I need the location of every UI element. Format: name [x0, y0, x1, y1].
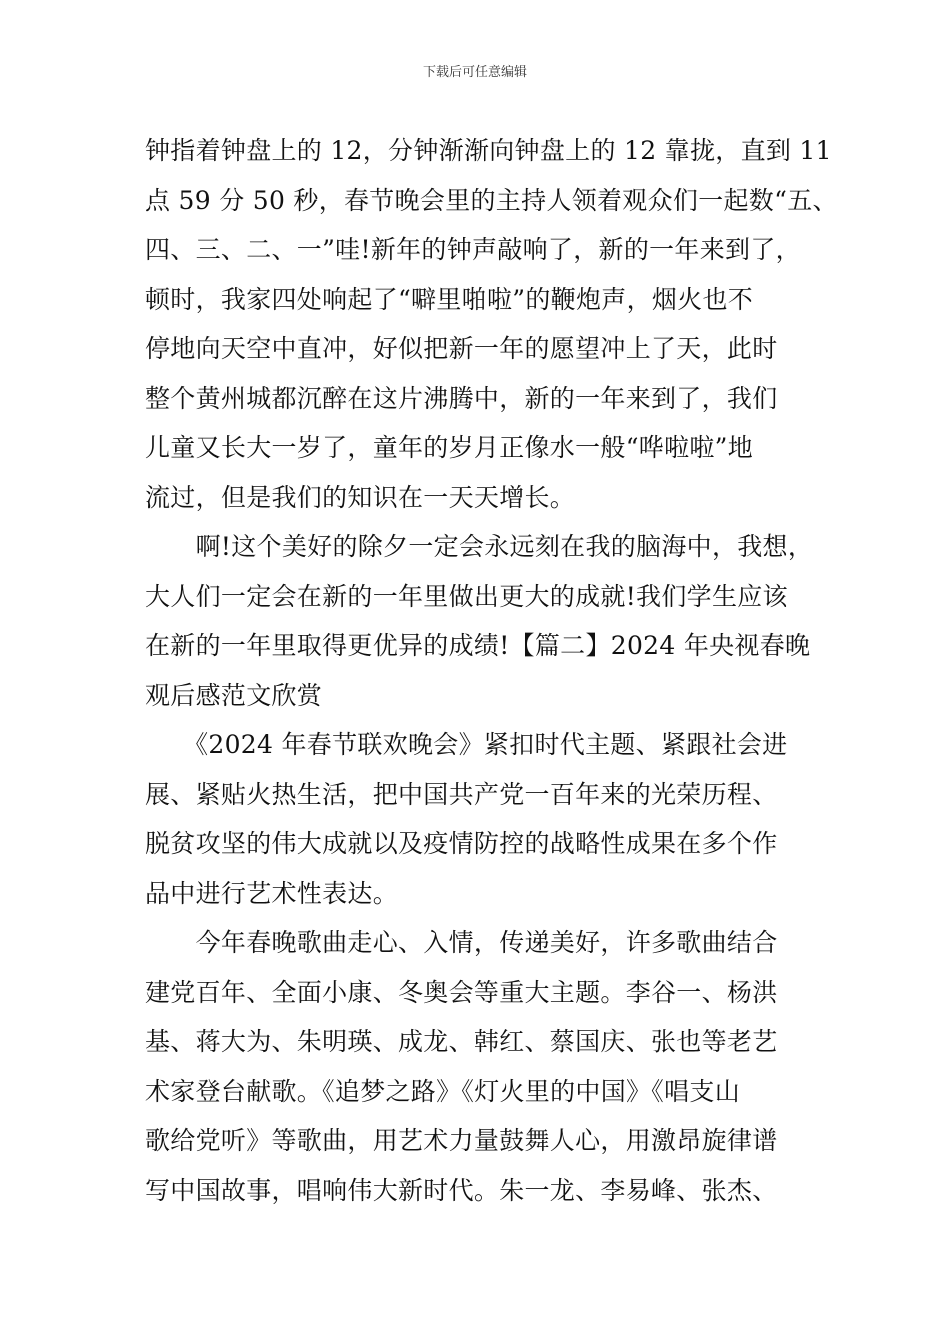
- text-line: 顿时，我家四处响起了“噼里啪啦”的鞭炮声，烟火也不: [145, 284, 754, 314]
- text-line: 术家登台献歌。《追梦之路》《灯火里的中国》《唱支山: [145, 1076, 741, 1106]
- text-line: 展、紧贴火热生活，把中国共产党一百年来的光荣历程、: [145, 779, 778, 809]
- text-line: 基、蒋大为、朱明瑛、成龙、韩红、蔡国庆、张也等老艺: [145, 1027, 778, 1056]
- text-line: 四、三、二、一”哇!新年的钟声敲响了，新的一年来到了，: [145, 235, 801, 264]
- text-line: 写中国故事，唱响伟大新时代。朱一龙、李易峰、张杰、: [145, 1175, 778, 1205]
- text-line: 脱贫攻坚的伟大成就以及疫情防控的战略性成果在多个作: [145, 829, 778, 858]
- text-line: 品中进行艺术性表达。: [145, 878, 399, 908]
- text-line: 在新的一年里取得更优异的成绩!【篇二】2024 年央视春晚: [145, 631, 811, 660]
- text-line: 整个黄州城都沉醉在这片沸腾中，新的一年来到了，我们: [145, 383, 778, 413]
- text-line: 大人们一定会在新的一年里做出更大的成就!我们学生应该: [145, 581, 788, 611]
- text-line: 《2024 年春节联欢晚会》紧扣时代主题、紧跟社会进: [145, 730, 788, 759]
- text-line: 儿童又长大一岁了，童年的岁月正像水一般“哗啦啦”地: [145, 433, 754, 462]
- text-line: 观后感范文欣赏: [145, 680, 323, 710]
- document-body: [145, 126, 838, 1215]
- text-line: 建党百年、全面小康、冬奥会等重大主题。李谷一、杨洪: [145, 977, 778, 1007]
- text-line: 歌给党听》等歌曲，用艺术力量鼓舞人心，用激昂旋律谱: [145, 1126, 778, 1155]
- text-line: 流过，但是我们的知识在一天天增长。: [145, 482, 576, 512]
- text-line: 钟指着钟盘上的 12，分钟渐渐向钟盘上的 12 靠拢，直到 11: [145, 136, 832, 165]
- text-line: 啊!这个美好的除夕一定会永远刻在我的脑海中，我想，: [145, 532, 814, 561]
- text-line: 点 59 分 50 秒，春节晚会里的主持人领着观众们一起数“五、: [145, 185, 838, 215]
- text-line: 停地向天空中直冲，好似把新一年的愿望冲上了天，此时: [145, 334, 778, 363]
- text-line: 今年春晚歌曲走心、入情，传递美好，许多歌曲结合: [145, 928, 778, 957]
- page-header: 下载后可任意编辑: [422, 65, 527, 80]
